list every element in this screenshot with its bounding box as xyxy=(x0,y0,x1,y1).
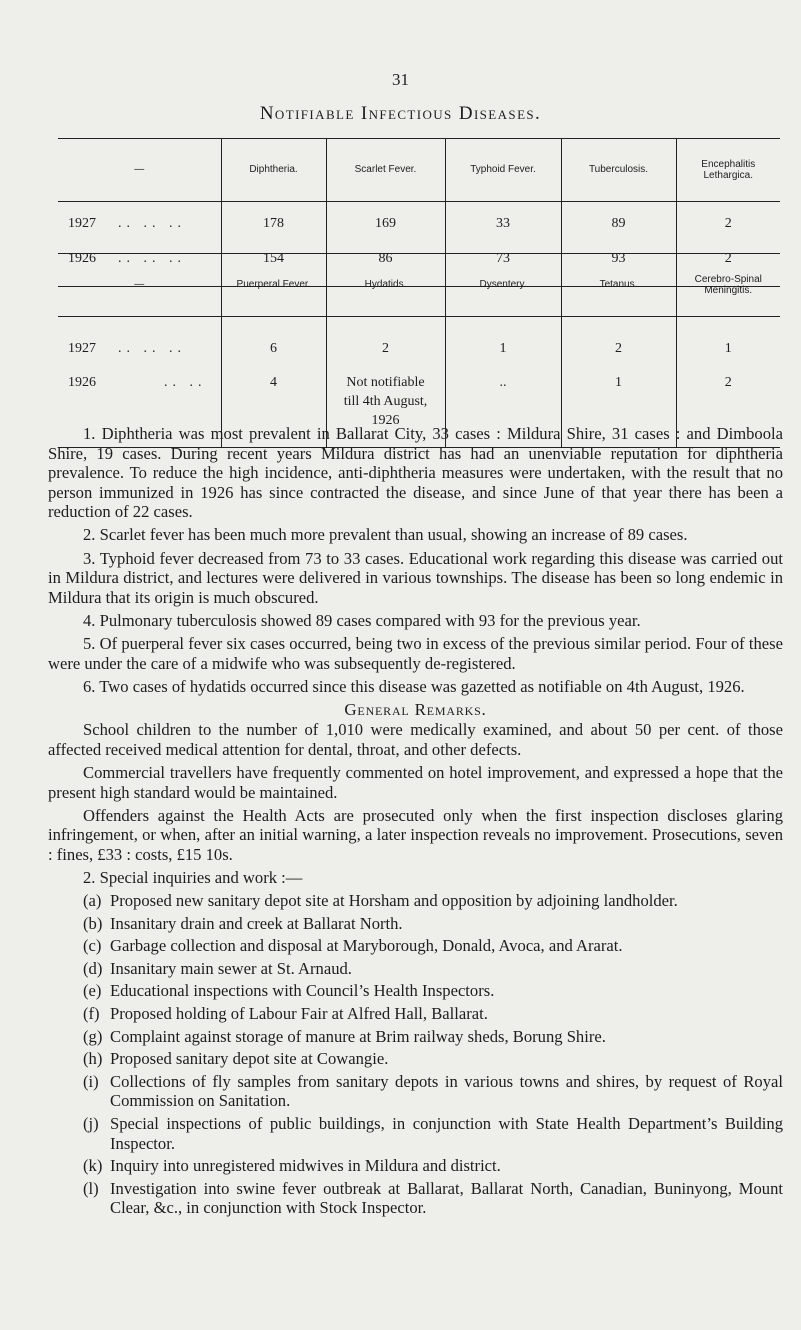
year-cell xyxy=(58,202,221,252)
year-label: 1926 xyxy=(68,375,96,390)
list-item xyxy=(48,1049,783,1069)
list-item-text: Insanitary main sewer at St. Arnaud. xyxy=(110,958,352,978)
table-cell: 4 xyxy=(221,374,326,448)
paragraph: 2. Special inquiries and work :— xyxy=(83,867,303,887)
list-marker: (h) xyxy=(83,1049,103,1069)
column-header: Typhoid Fever. xyxy=(445,139,561,202)
column-header: Tetanus. xyxy=(561,254,676,317)
list-item xyxy=(48,914,783,934)
list-marker: (g) xyxy=(83,1026,103,1046)
table-corner: — xyxy=(58,254,221,317)
table-cell: 169 xyxy=(326,202,445,252)
list-item xyxy=(48,1027,783,1047)
list-item-text: Insanitary drain and creek at Ballarat North. xyxy=(110,913,403,933)
paragraph: 4. Pulmonary tuberculosis showed 89 cases compared with 93 for the previous year. xyxy=(83,610,641,630)
table-corner: — xyxy=(58,139,221,202)
list-item xyxy=(48,959,783,979)
list-marker: (c) xyxy=(83,936,102,956)
list-item-text: Investigation into swine fever outbreak at Ballarat, Ballarat North, Canadian, Buninyong, Mount Clear, &c., in conjunction with Stock Inspector. xyxy=(110,1178,783,1218)
paragraph: 5. Of puerperal fever six cases occurred, being two in excess of the previous similar period. Four of these were under the care of a midwife who was subsequently de-registered. xyxy=(48,633,783,673)
column-header: Puerperal Fever. xyxy=(221,254,326,317)
table-cell: 1 xyxy=(445,317,561,375)
table-cell: 73 xyxy=(445,251,561,287)
list-marker: (e) xyxy=(83,981,102,1001)
list-item xyxy=(48,1004,783,1024)
year-cell xyxy=(58,317,221,375)
list-marker: (l) xyxy=(83,1178,99,1198)
table-cell: 2 xyxy=(676,251,780,287)
leader-dots: .. .. .. xyxy=(118,216,186,231)
list-item xyxy=(48,1179,783,1218)
list-item xyxy=(48,981,783,1001)
list-item xyxy=(48,1156,783,1176)
list-item-text: Proposed holding of Labour Fair at Alfred Hall, Ballarat. xyxy=(110,1004,488,1024)
paragraph: 2. Scarlet fever has been much more prevalent than usual, showing an increase of 89 cases. xyxy=(83,525,688,545)
paragraph: School children to the number of 1,010 were medically examined, and about 50 per cent. of those affected received medical attention for dental, throat, and other defects. xyxy=(48,720,783,759)
list-marker: (k) xyxy=(83,1156,103,1176)
table-row xyxy=(58,202,780,252)
list-marker: (b) xyxy=(83,913,103,933)
column-header: Hydatids. xyxy=(326,254,445,317)
list-item-text: Special inspections of public buildings, in conjunction with State Health Department’s Building Inspector. xyxy=(110,1114,783,1153)
paragraph: 3. Typhoid fever decreased from 73 to 33 cases. Educational work regarding this disease was carried out in Mildura district, and lectures were delivered in various townships. The disease has been so long endemic in Mildura that its origin is much obscured. xyxy=(48,548,783,607)
table-cell: Not notifiable till 4th August, 1926 xyxy=(326,374,445,448)
list-item xyxy=(48,891,783,911)
list-item-text: Educational inspections with Council’s Health Inspectors. xyxy=(110,981,495,1001)
list-item-text: Complaint against storage of manure at Brim railway sheds, Borung Shire. xyxy=(110,1026,606,1046)
year-label: 1927 xyxy=(68,341,96,356)
table-header-row xyxy=(58,139,780,202)
list-item xyxy=(48,1114,783,1153)
year-label: 1926 xyxy=(68,251,96,266)
column-header: Encephalitis Lethargica. xyxy=(676,139,780,202)
table-row xyxy=(58,317,780,375)
list-marker: (a) xyxy=(83,891,102,911)
paragraph: 1. Diphtheria was most prevalent in Ballarat City, 33 cases : Mildura Shire, 31 cases : and Dimboola Shire, 19 cases. During recent years Mildura district has had an unenviable reputation for diphtheria prevalence. To reduce the high incidence, anti-diphtheria measures were undertaken, with the result that no person immunized in 1926 has since contracted the disease, and since June of that year there has been a reduction of 22 cases. xyxy=(48,424,783,522)
column-header: Tuberculosis. xyxy=(561,139,676,202)
column-header: Cerebro-Spinal Meningitis. xyxy=(676,254,780,317)
list-item xyxy=(48,1072,783,1111)
table-cell: 2 xyxy=(326,317,445,375)
table-cell: 86 xyxy=(326,251,445,287)
list-item-text: Garbage collection and disposal at Maryborough, Donald, Avoca, and Ararat. xyxy=(110,936,623,956)
table-cell: 1 xyxy=(561,374,676,448)
table-cell: 93 xyxy=(561,251,676,287)
list-item xyxy=(48,936,783,956)
page-number: 31 xyxy=(392,70,409,89)
table-cell: 2 xyxy=(676,374,780,448)
list-marker: (i) xyxy=(83,1071,99,1091)
list-marker: (j) xyxy=(83,1114,99,1133)
list-item-text: Proposed sanitary depot site at Cowangie. xyxy=(110,1049,389,1069)
column-header: Dysentery. xyxy=(445,254,561,317)
paragraph: 6. Two cases of hydatids occurred since this disease was gazetted as notifiable on 4th August, 1926. xyxy=(83,676,745,696)
list-marker: (f) xyxy=(83,1004,100,1024)
table-cell: 1 xyxy=(676,317,780,375)
column-header: Diphtheria. xyxy=(221,139,326,202)
inquiries-list xyxy=(48,891,783,1218)
table-cell: .. xyxy=(445,374,561,448)
column-header: Scarlet Fever. xyxy=(326,139,445,202)
list-item-text: Inquiry into unregistered midwives in Mildura and district. xyxy=(110,1156,501,1176)
leader-dots: .. .. .. xyxy=(118,251,186,266)
table-cell: 2 xyxy=(561,317,676,375)
table-cell: 33 xyxy=(445,202,561,252)
paragraph: Offenders against the Health Acts are prosecuted only when the first inspection discloses glaring infringement, or when, after an initial warning, a later inspection reveals no improvement. Prosecutions, seven : fines, £33 : costs, £15 10s. xyxy=(48,805,783,864)
page-heading: Notifiable Infectious Diseases. xyxy=(259,103,542,124)
section-heading: General Remarks. xyxy=(344,699,487,719)
diseases-table-2 xyxy=(58,253,780,448)
year-label: 1927 xyxy=(68,216,96,231)
paragraph: Commercial travellers have frequently commented on hotel improvement, and expressed a hope that the present high standard would be maintained. xyxy=(48,763,783,802)
table-header-row xyxy=(58,254,780,317)
list-marker: (d) xyxy=(83,958,103,978)
table-cell: 89 xyxy=(561,202,676,252)
table-cell: 154 xyxy=(221,251,326,287)
table-cell: 178 xyxy=(221,202,326,252)
list-item-text: Proposed new sanitary depot site at Horsham and opposition by adjoining landholder. xyxy=(110,891,678,911)
leader-dots: .. .. .. xyxy=(118,341,186,356)
list-item-text: Collections of fly samples from sanitary depots in various towns and shires, by request of Royal Commission on Sanitation. xyxy=(110,1071,783,1111)
body-text xyxy=(48,424,783,1221)
table-cell: 6 xyxy=(221,317,326,375)
table-cell: 2 xyxy=(676,202,780,252)
leader-dots: .. .. xyxy=(164,375,207,390)
